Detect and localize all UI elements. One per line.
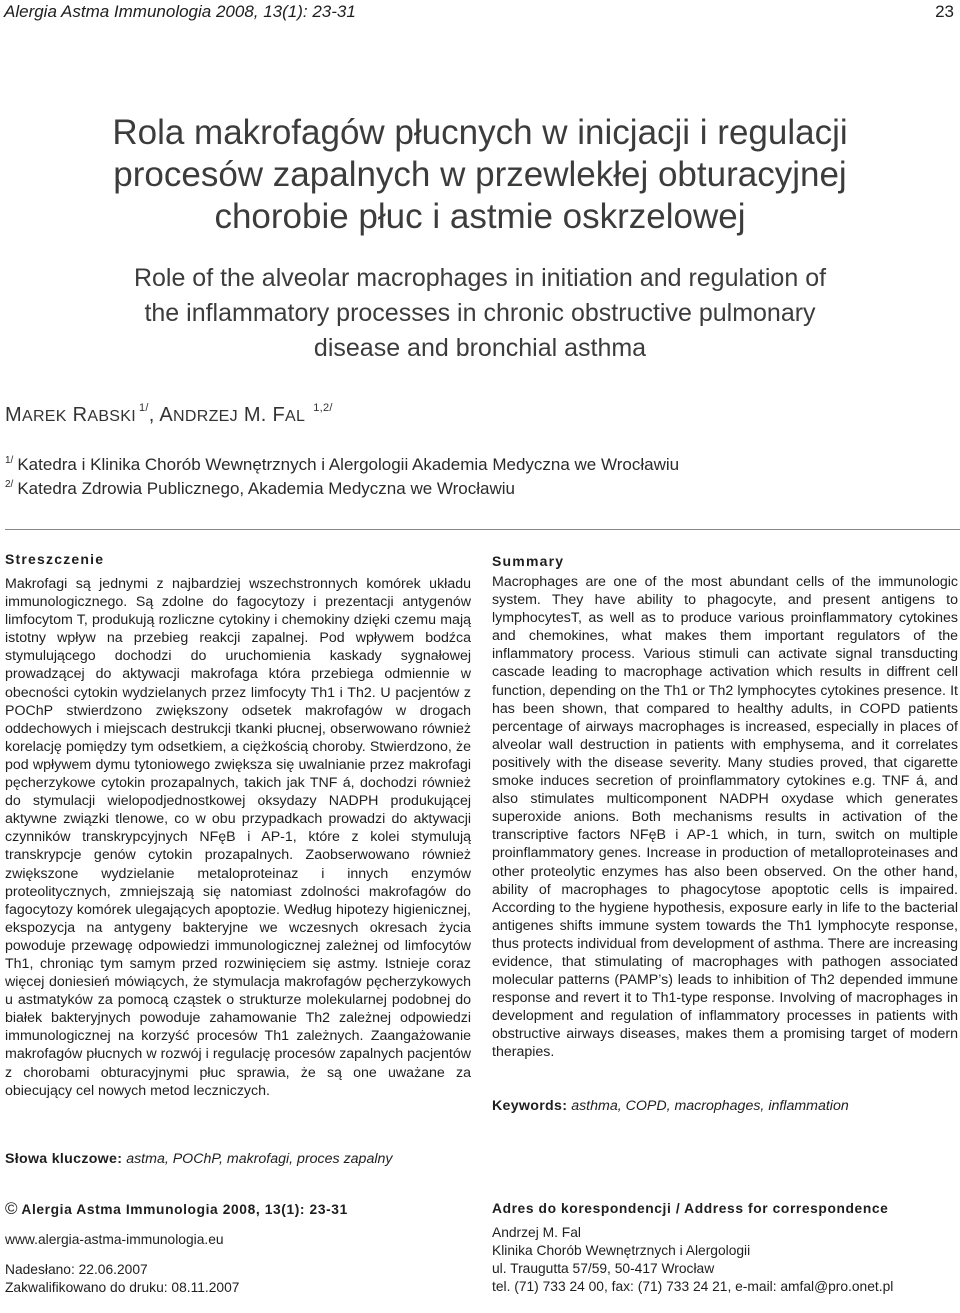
abstract-english-heading: Summary	[492, 553, 565, 569]
correspondence-contact[interactable]: tel. (71) 733 24 00, fax: (71) 733 24 21, e-mail: amfal@pro.onet.pl	[492, 1279, 894, 1294]
section-divider	[5, 529, 960, 530]
abstract-polish-text: Makrofagi są jednymi z najbardziej wszechstronnych komórek układu immunologicznego. Są zdolne do fagocytozy i prezentacji antygenów limfocytom T, produkują rozliczne cytokiny i chemokiny dzięki czemu mają istotny wpływ na przebieg reakcji zapalnej. Pod wpływem bodźca stymulującego dochodzi do uruchomienia kaskady sygnałowej prowadzącej do aktywacji makrofaga która przebiega odmiennie w obecności cytokin wydzielanych przez limfocyty Th1 i Th2. U pacjentów z POChP stwierdzono zwiększony odsetek makrofagów w drogach oddechowych i miejscach destrukcji tkanki płucnej, obserwowano również korelację pomiędzy tym odsetkiem, a ciężkością choroby. Stwierdzono, że pod wpływem dymu tytoniowego zwiększa się uwalnianie przez makrofagi pęcherzykowe cytokin prozapalnych, takich jak TNF á, dochodzi również do stymulacji wielopodjednostkowej oksydazy NADPH produkującej aktywne związki tlenowe, co w obu przypadkach prowadzi do aktywacji czynników transkrypcyjnych NFęB i AP-1, które z kolei stymulują transkrypcje genów cytokin prozapalnych. Zaobserwowano również zwiększone wydzielanie metaloproteinaz i innych enzymów proteolitycznych, zmniejszają się natomiast zdolności makrofagów do fagocytozy komórek ulegających apoptozie. Według hipotezy higienicznej, ekspozycja na antygeny bakteryjne we wczesnych okresach życia powoduje przewagę odpowiedzi immunologicznej zależnej od limfocytów Th1, chroniąc tym samym przed rozwinięciem się astmy. Istnieje coraz więcej doniesień mówiących, że stymulacja makrofagów pęcherzykowych u astmatyków za pomocą cząstek o strukturze molekularnej podobnej do białek bakteryjnych powoduje zahamowanie Th2 zależnej odpowiedzi immunologicznej na korzyść procesów Th1 zależnych. Zaangażowanie makrofagów płucnych w rozwój i regulację procesów zapalnych pacjentów z chorobami obturacyjnymi płuc sprawia, że są one uważane za obiecujący cel nowych metod leczniczych.	[5, 576, 471, 1099]
correspondence-street: ul. Traugutta 57/59, 50-417 Wrocław	[492, 1261, 715, 1276]
title-polish-line: chorobie płuc i astmie oskrzelowej	[214, 197, 746, 236]
author-2-affiliation-mark: 1,2/	[313, 402, 333, 414]
copyright-icon: ©	[5, 1199, 18, 1218]
title-english-line: the inflammatory processes in chronic obstructive pulmonary	[144, 299, 816, 327]
title-english-line: Role of the alveolar macrophages in initiation and regulation of	[133, 264, 827, 292]
footer-accepted-date: Zakwalifikowano do druku: 08.11.2007	[5, 1280, 240, 1295]
keywords-polish: Słowa kluczowe: astma, POChP, makrofagi, proces zapalny	[5, 1151, 393, 1167]
authors-line: MAREK RABSKI $^{1/}$, ANDRZEJ M. FAL $^{1,2/}$	[5, 402, 333, 426]
correspondence-heading: Adres do korespondencji / Address for correspondence	[492, 1201, 889, 1216]
abstract-polish-heading: Streszczenie	[5, 551, 105, 567]
title-polish-line: procesów zapalnych w przewlekłej obturacyjnej	[113, 155, 847, 194]
correspondence-institution: Klinika Chorób Wewnętrznych i Alergologii	[492, 1243, 751, 1258]
footer-correspondence	[492, 1200, 893, 1296]
author-1: MAREK RABSKI	[5, 404, 136, 426]
correspondence-name: Andrzej M. Fal	[492, 1225, 581, 1240]
footer-received-date: Nadesłano: 22.06.2007	[5, 1262, 148, 1277]
title-polish-line: Rola makrofagów płucnych w inicjacji i regulacji	[112, 113, 848, 152]
author-1-affiliation-mark: 1/	[139, 402, 149, 414]
abstract-english-text: Macrophages are one of the most abundant cells of the immunologic system. They have ability to phagocyte, and present antigens to lymphocytesT, as well as to produce various proinflammatory cytokines and chemokines, what makes them important regulators of the inflammatory process. Various stimuli can activate signal transducting cascade leading to macrophage activation which results in diffrent cell function, depending on the Th1 or Th2 lymphocytes cytokines presence. It has been shown, that compared to healthy adults, in COPD patients percentage of airways macrophages is increased, especially in places of alveolar wall destruction in patients with emphysema, and it correlates positively with the disease severity. Many studies proved, that cigarette smoke induces secretion of proinflammatory cytokines e.g. TNF á, and also stimulates multicomponent NADPH oxydase which generates superoxide anions. Both mechanisms results in activation of the transcriptive factors NFęB i AP-1 which, in turn, switch on multiple proinflammatory genes. Increase in production of metalloproteinases and other proteolytic enzymes has also been observed. On the other hand, ability of macrophages to phagocytose apoptotic cells is impaired. According to the hygiene hypothesis, exposure early in life to the bacterial antigenes shifts immune system towards the Th1 lymphocyte response, thus protects individual from development of asthma. There are increasing evidence, that stimulating of macrophages with pathogen associated molecular patterns (PAMP’s) leads to inhibition of Th2 depended immune response and revert it to Th1-type response. Involving of macrophages in development and regulation of inflammatory processes in patients with obstructive airways diseases, makes them a promising target of modern therapies.	[492, 574, 958, 1061]
running-header-journal: Alergia Astma Immunologia 2008, 13(1): 23-31	[4, 2, 356, 21]
title-english	[0, 261, 960, 366]
author-2: ANDRZEJ M. FAL	[159, 404, 306, 426]
keywords-english: Keywords: asthma, COPD, macrophages, inflammation	[492, 1098, 849, 1114]
title-polish	[0, 112, 960, 238]
title-english-line: disease and bronchial asthma	[313, 334, 647, 362]
affiliation-2: $^{2/}$ Katedra Zdrowia Publicznego, Akademia Medyczna we Wrocławiu	[5, 479, 515, 498]
affiliation-1: $^{1/}$ Katedra i Klinika Chorób Wewnętrznych i Alergologii Akademia Medyczna we Wrocławiu	[5, 455, 680, 474]
page-number: 23	[935, 2, 954, 21]
footer-journal-info	[5, 1200, 348, 1297]
footer-copyright: © Alergia Astma Immunologia 2008, 13(1): 23-31	[5, 1199, 348, 1218]
footer-website-link[interactable]: www.alergia-astma-immunologia.eu	[5, 1232, 224, 1247]
